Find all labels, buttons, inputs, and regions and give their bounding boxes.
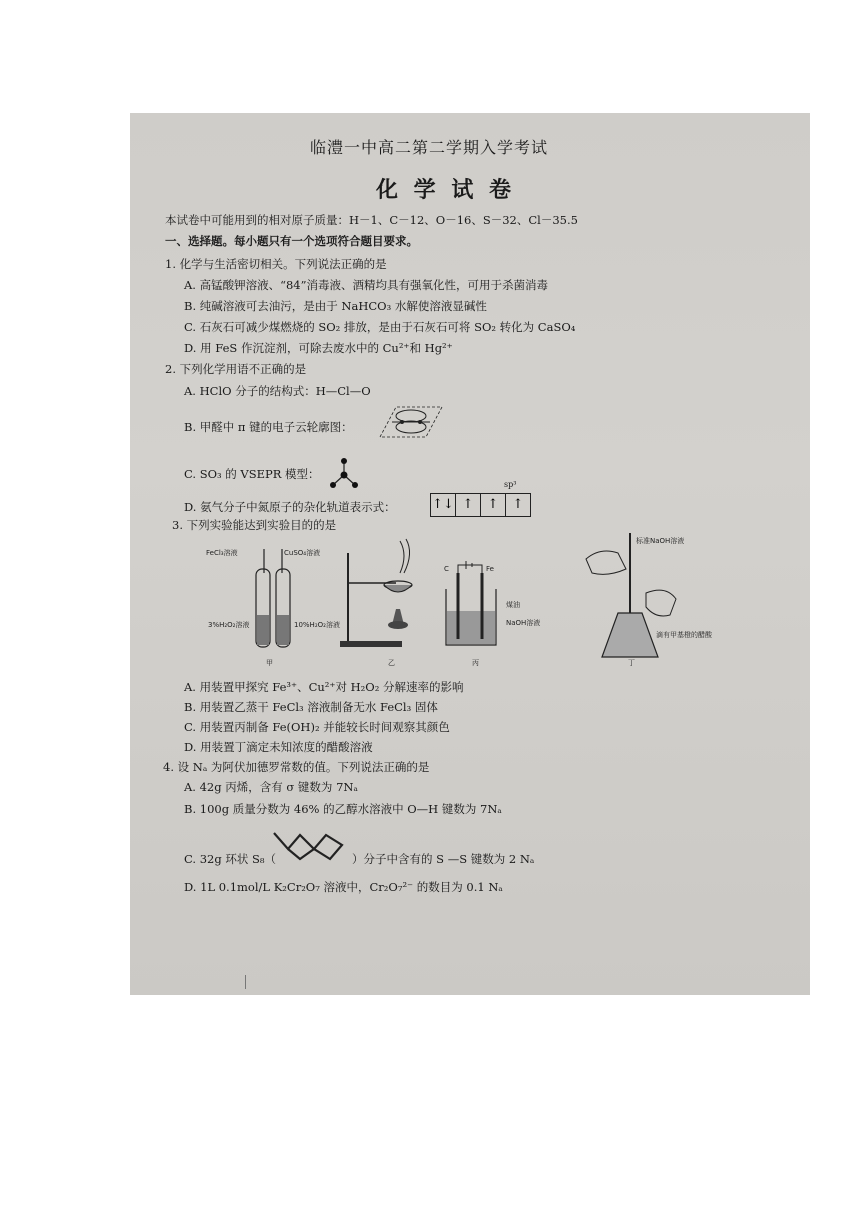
q1-option-a: A. 高锰酸钾溶液、“84”消毒液、酒精均具有强氧化性，可用于杀菌消毒 (184, 278, 549, 292)
q1-option-c: C. 石灰石可减少煤燃烧的 SO₂ 排放，是由于石灰石可将 SO₂ 转化为 CaSO₄ (184, 320, 576, 334)
q4-option-a: A. 42g 丙烯，含有 σ 键数为 7Nₐ (184, 780, 358, 794)
q3-option-a: A. 用装置甲探究 Fe³⁺、Cu²⁺对 H₂O₂ 分解速率的影响 (184, 680, 464, 694)
question-1-stem: 1. 化学与生活密切相关。下列说法正确的是 (165, 257, 387, 271)
pi-bond-orbital-figure (378, 403, 444, 441)
jia-label-cuso4: CuSO₄溶液 (284, 549, 321, 557)
question-2-stem: 2. 下列化学用语不正确的是 (165, 362, 307, 376)
q2-option-c: C. SO₃ 的 VSEPR 模型： (184, 467, 320, 481)
exam-title: 临澧一中高二第二学期入学考试 (310, 138, 549, 157)
q4-option-c-tail: ）分子中含有的 S —S 键数为 2 Nₐ (352, 852, 535, 866)
caption-bing: 丙 (472, 659, 479, 667)
bing-label-c: C (444, 565, 449, 573)
caption-yi: 乙 (388, 659, 395, 667)
question-4-stem: 4. 设 Nₐ 为阿伏加德罗常数的值。下列说法正确的是 (163, 760, 430, 774)
ding-label-naoh: 标准NaOH溶液 (636, 537, 685, 545)
orbital-hybrid-label: sp³ (504, 480, 517, 489)
caption-ding: 丁 (628, 659, 635, 667)
orbital-cell: ↑ (456, 494, 481, 516)
bing-label-fe: Fe (486, 565, 494, 573)
q1-option-b: B. 纯碱溶液可去油污，是由于 NaHCO₃ 水解使溶液显碱性 (184, 299, 487, 313)
apparatus-bing (444, 561, 540, 667)
scan-mark (245, 975, 246, 989)
section-heading: 一、选择题。每小题只有一个选项符合题目要求。 (165, 234, 418, 248)
so3-vsepr-model (330, 457, 358, 489)
ding-label-acid: 滴有甲基橙的醋酸 (656, 631, 712, 639)
caption-jia: 甲 (266, 659, 273, 667)
atomic-mass-note: 本试卷中可能用到的相对原子质量：H－1、C－12、O－16、S－32、Cl－35.5 (165, 213, 578, 227)
apparatus-yi (340, 539, 412, 667)
q2-option-b: B. 甲醛中 π 键的电子云轮廓图： (184, 420, 353, 434)
orbital-box-diagram (430, 493, 531, 517)
exam-paper-photo (130, 113, 810, 995)
q3-option-d: D. 用装置丁滴定未知浓度的醋酸溶液 (184, 740, 373, 754)
bing-label-naoh: NaOH溶液 (506, 619, 541, 627)
q3-option-c: C. 用装置丙制备 Fe(OH)₂ 并能较长时间观察其颜色 (184, 720, 450, 734)
q3-option-b: B. 用装置乙蒸干 FeCl₃ 溶液制备无水 FeCl₃ 固体 (184, 700, 438, 714)
q4-option-b: B. 100g 质量分数为 46% 的乙醇水溶液中 O—H 键数为 7Nₐ (184, 802, 502, 816)
q1-option-d: D. 用 FeS 作沉淀剂，可除去废水中的 Cu²⁺和 Hg²⁺ (184, 341, 453, 355)
orbital-cell: ↑↓ (431, 494, 456, 516)
paper-title: 化 学 试 卷 (376, 177, 515, 203)
apparatus-ding (586, 533, 713, 667)
q4-option-c: C. 32g 环状 S₈（ (184, 852, 276, 866)
q4-option-d: D. 1L 0.1mol/L K₂Cr₂O₇ 溶液中，Cr₂O₇²⁻ 的数目为 0.1 Nₐ (184, 880, 503, 894)
jia-label-10pct: 10%H₂O₂溶液 (294, 621, 340, 629)
bing-label-kerosene: 煤油 (506, 601, 520, 609)
orbital-cell: ↑ (481, 494, 506, 516)
orbital-cell: ↑ (512, 497, 524, 512)
s8-ring-structure (270, 823, 348, 865)
q2-option-a: A. HClO 分子的结构式：H—Cl—O (184, 384, 371, 398)
q2-option-d: D. 氨气分子中氮原子的杂化轨道表示式： (184, 500, 396, 514)
question-3-stem: 3. 下列实验能达到实验目的的是 (172, 518, 337, 532)
apparatus-jia (206, 548, 340, 667)
jia-label-fecl3: FeCl₃溶液 (206, 549, 238, 557)
jia-label-3pct: 3%H₂O₂溶液 (208, 621, 250, 629)
experiment-apparatus-figure (200, 533, 720, 671)
